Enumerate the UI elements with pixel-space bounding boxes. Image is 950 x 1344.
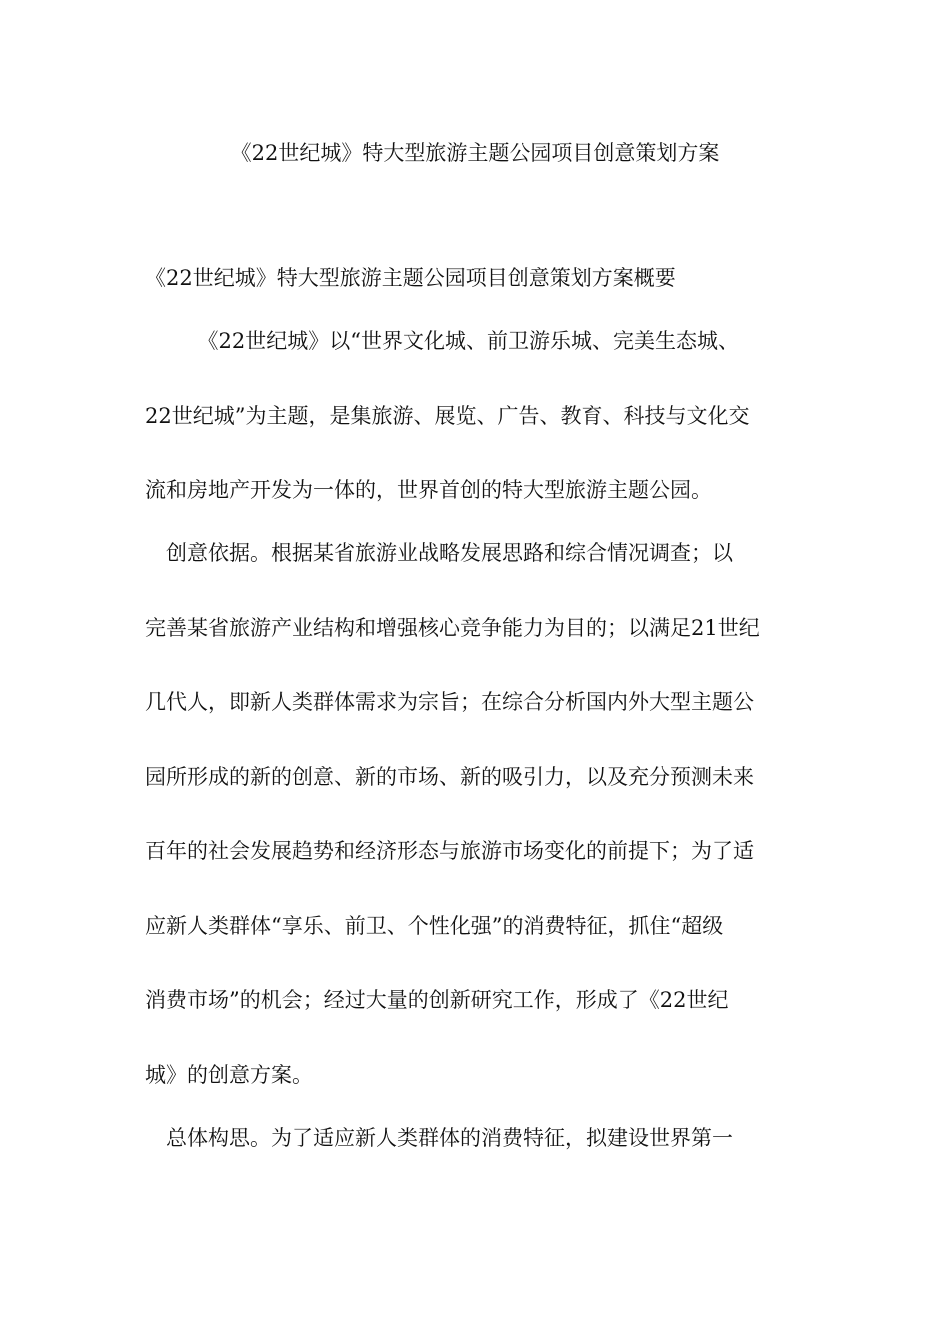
body-line: 创意依据。根据某省旅游业战略发展思路和综合情况调查；以 bbox=[145, 541, 733, 565]
body-line: 城》的创意方案。 bbox=[145, 1063, 313, 1087]
body-line: 流和房地产开发为一体的，世界首创的特大型旅游主题公园。 bbox=[145, 478, 712, 502]
body-line: 22世纪城”为主题，是集旅游、展览、广告、教育、科技与文化交 bbox=[145, 404, 750, 428]
body-line: 百年的社会发展趋势和经济形态与旅游市场变化的前提下；为了适 bbox=[145, 839, 754, 863]
document-subtitle: 《22世纪城》特大型旅游主题公园项目创意策划方案概要 bbox=[145, 266, 676, 290]
body-line: 《22世纪城》以“世界文化城、前卫游乐城、完美生态城、 bbox=[145, 329, 739, 353]
document-title: 《22世纪城》特大型旅游主题公园项目创意策划方案 bbox=[230, 141, 720, 165]
body-line: 总体构思。为了适应新人类群体的消费特征，拟建设世界第一 bbox=[145, 1126, 733, 1150]
body-line: 几代人，即新人类群体需求为宗旨；在综合分析国内外大型主题公 bbox=[145, 690, 754, 714]
body-line: 消费市场”的机会；经过大量的创新研究工作，形成了《22世纪 bbox=[145, 988, 729, 1012]
body-line: 应新人类群体“享乐、前卫、个性化强”的消费特征，抓住“超级 bbox=[145, 914, 724, 938]
body-line: 园所形成的新的创意、新的市场、新的吸引力，以及充分预测未来 bbox=[145, 765, 754, 789]
body-line: 完善某省旅游产业结构和增强核心竞争能力为目的；以满足21世纪 bbox=[145, 616, 760, 640]
